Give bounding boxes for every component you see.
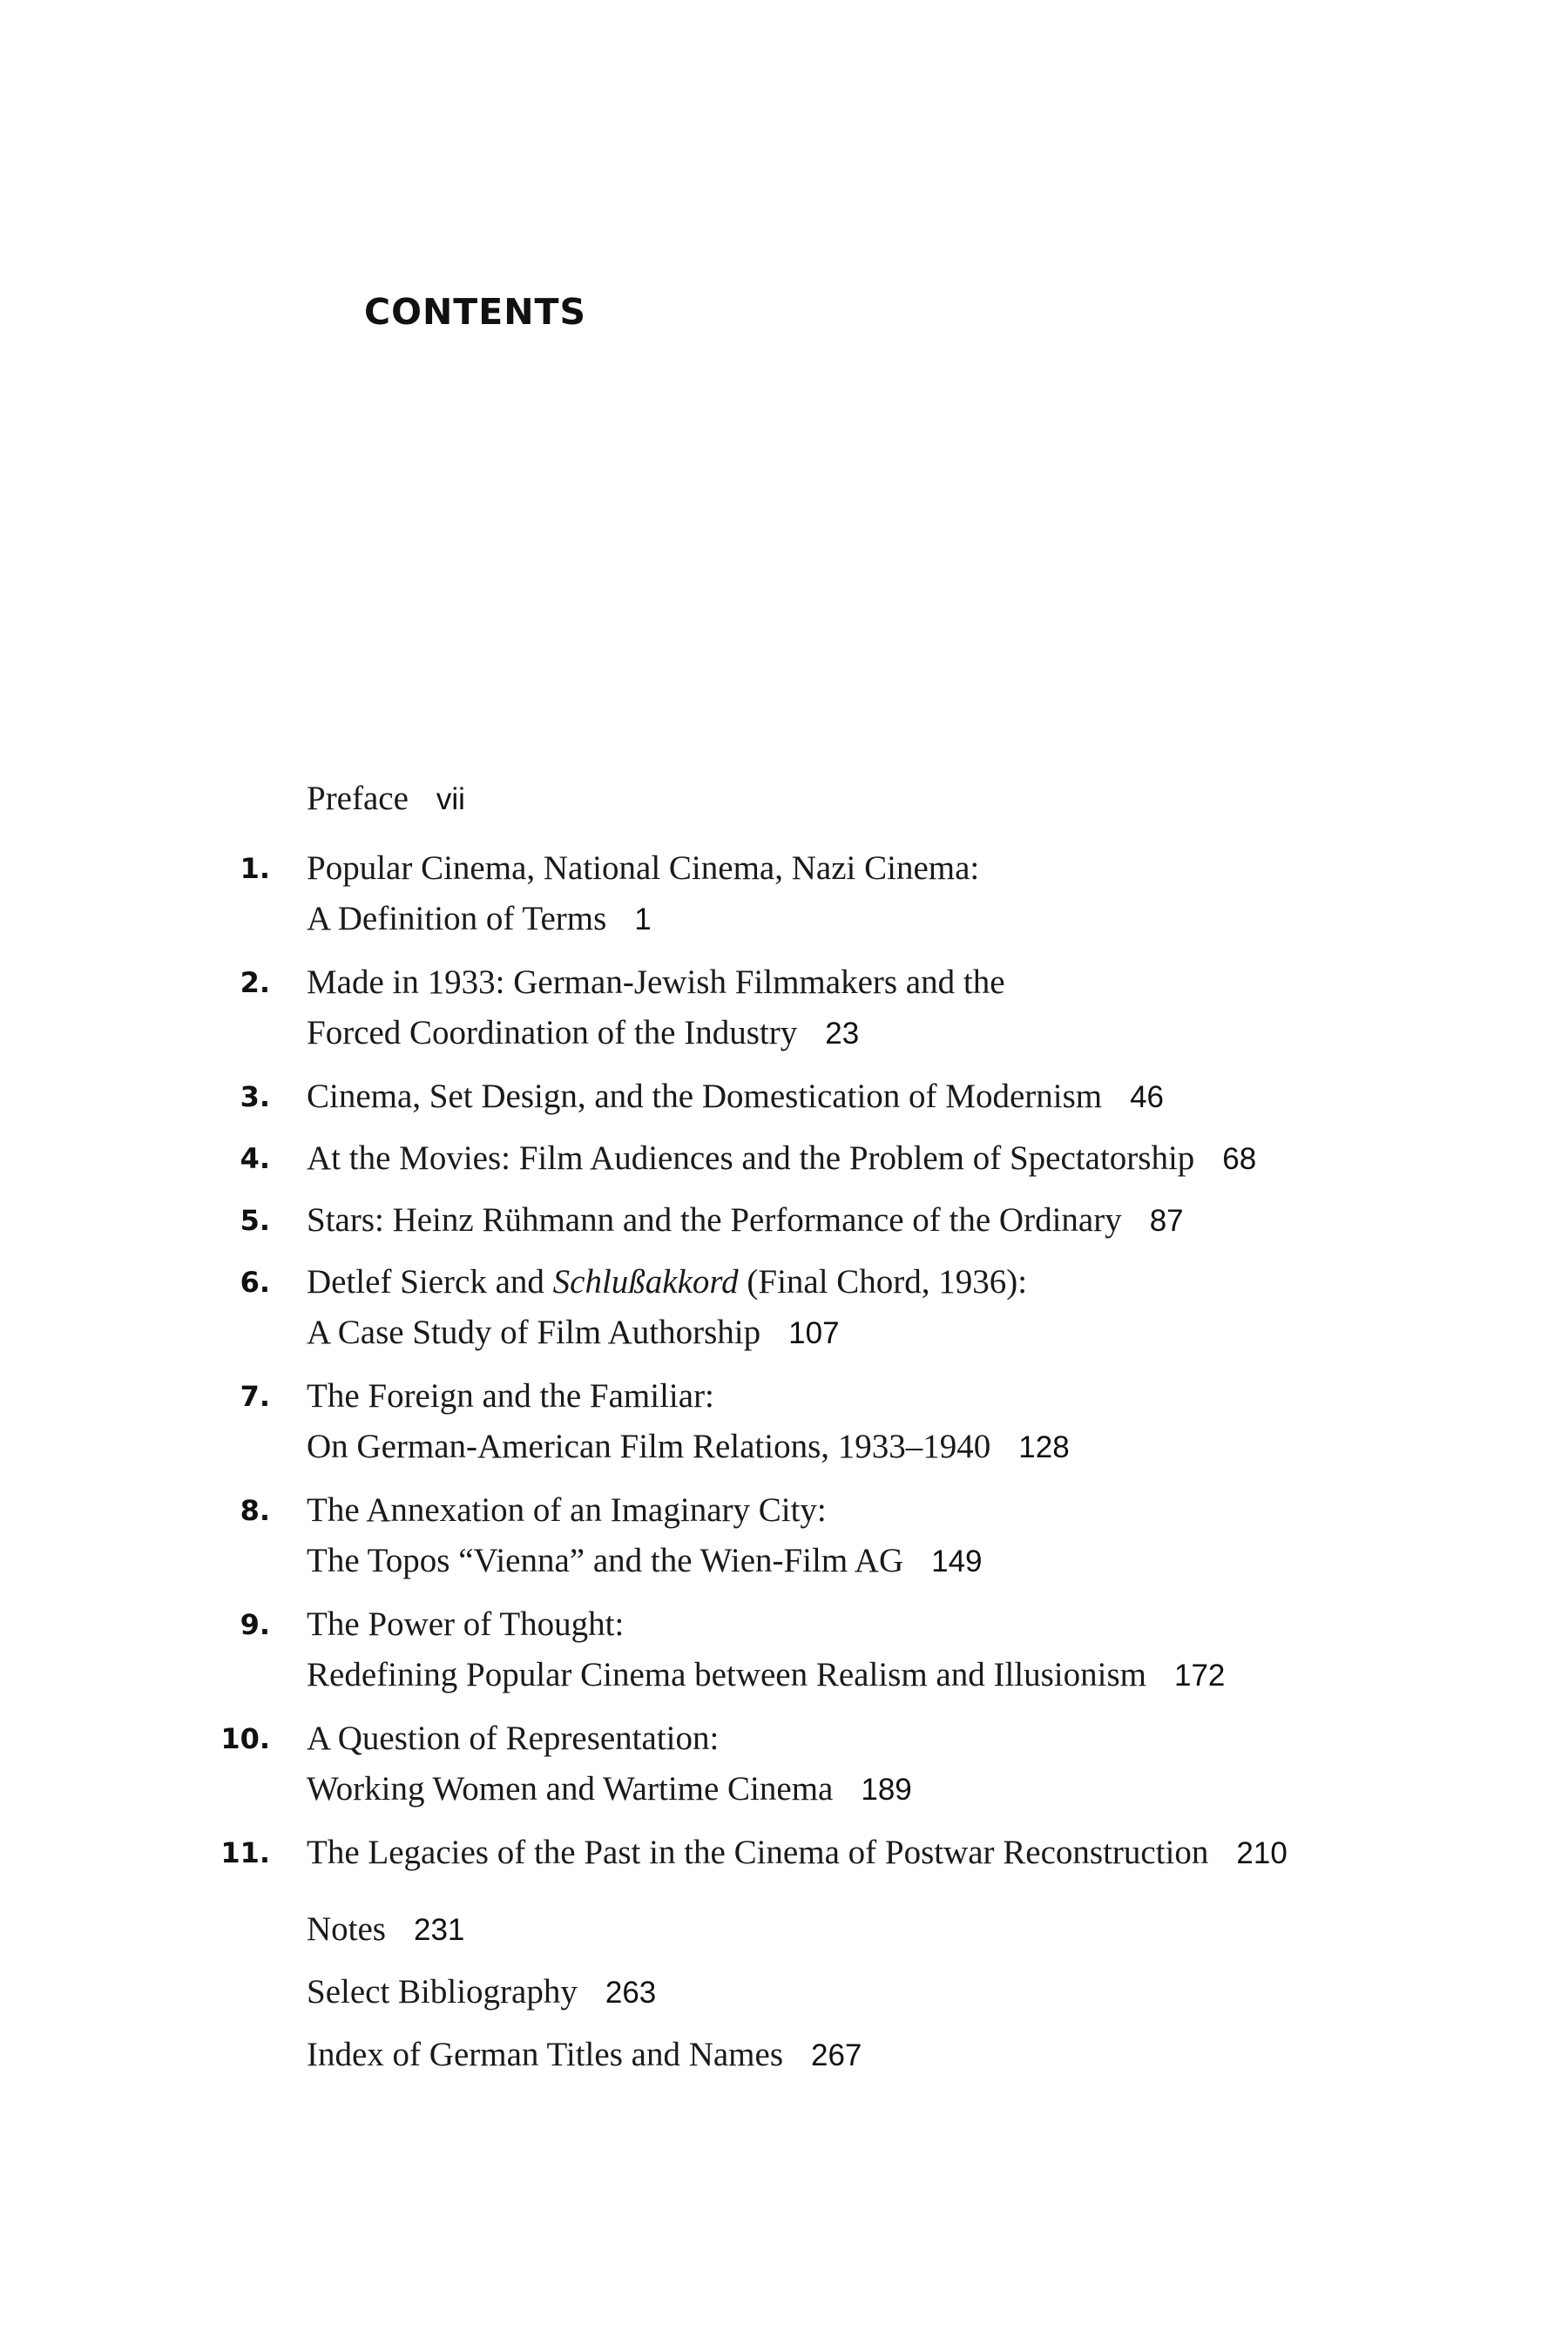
page-number: 263 [605,1976,657,2010]
film-title: Schlußakkord [552,1263,739,1301]
entry-title: Preface [307,780,409,817]
entry-title: The Legacies of the Past in the Cinema of Postwar Reconstruction [307,1834,1209,1871]
entry-title-line-1: A Question of Representation: [307,1720,720,1757]
page-number: 128 [1018,1430,1070,1464]
chapter-number: 4. [240,1142,270,1175]
entry-title-line-2: The Topos “Vienna” and the Wien-Film AG [307,1542,904,1579]
entry-title-line-1: Popular Cinema, National Cinema, Nazi Cinema: [307,849,980,887]
page-number: 267 [811,2038,862,2072]
page-number: 23 [825,1017,860,1051]
chapter-number: 1. [240,852,270,885]
chapter-number: 8. [240,1494,270,1527]
page-number: 107 [788,1316,840,1350]
entry-title-line-1: Detlef Sierck and Schlußakkord (Final Chord, 1936): [307,1263,1028,1301]
page-number: vii [436,782,465,816]
entry-title-line-1: The Annexation of an Imaginary City: [307,1491,827,1529]
entry-title: Select Bibliography [307,1973,578,2011]
chapter-number: 2. [240,966,270,999]
page-title: CONTENTS [364,291,587,333]
page-number: 172 [1174,1659,1226,1693]
page-number: 68 [1222,1142,1257,1176]
entry-title-line-1: Made in 1933: German-Jewish Filmmakers and the [307,963,1005,1001]
chapter-number: 9. [240,1608,270,1641]
entry-title: Index of German Titles and Names [307,2036,783,2073]
entry-title-line-2: A Definition of Terms [307,900,607,937]
entry-title-line-2: On German-American Film Relations, 1933–1940 [307,1428,991,1465]
chapter-number: 5. [240,1204,270,1237]
page-number: 231 [414,1913,465,1947]
entry-title: Stars: Heinz Rühmann and the Performance of the Ordinary [307,1201,1122,1239]
page-number: 149 [931,1544,983,1578]
entry-title: At the Movies: Film Audiences and the Problem of Spectatorship [307,1139,1195,1177]
entry-title: Cinema, Set Design, and the Domestication of Modernism [307,1078,1103,1115]
page-number: 1 [634,902,652,936]
chapter-number: 3. [240,1080,270,1113]
page-number: 46 [1130,1080,1165,1114]
page-number: 189 [861,1773,912,1807]
entry-title-line-2: Forced Coordination of the Industry [307,1014,798,1051]
chapter-number: 10. [220,1722,270,1755]
entry-title: Notes [307,1910,386,1948]
entry-title-line-1: The Foreign and the Familiar: [307,1377,714,1415]
entry-title-line-2: Working Women and Wartime Cinema [307,1770,834,1808]
chapter-number: 6. [240,1266,270,1299]
page-number: 87 [1149,1204,1184,1238]
entry-title-line-2: A Case Study of Film Authorship [307,1314,761,1351]
page-number: 210 [1236,1836,1288,1870]
entry-title-line-2: Redefining Popular Cinema between Realism and Illusionism [307,1656,1146,1693]
chapter-number: 11. [220,1836,270,1869]
chapter-number: 7. [240,1380,270,1413]
entry-title-line-1: The Power of Thought: [307,1605,625,1643]
